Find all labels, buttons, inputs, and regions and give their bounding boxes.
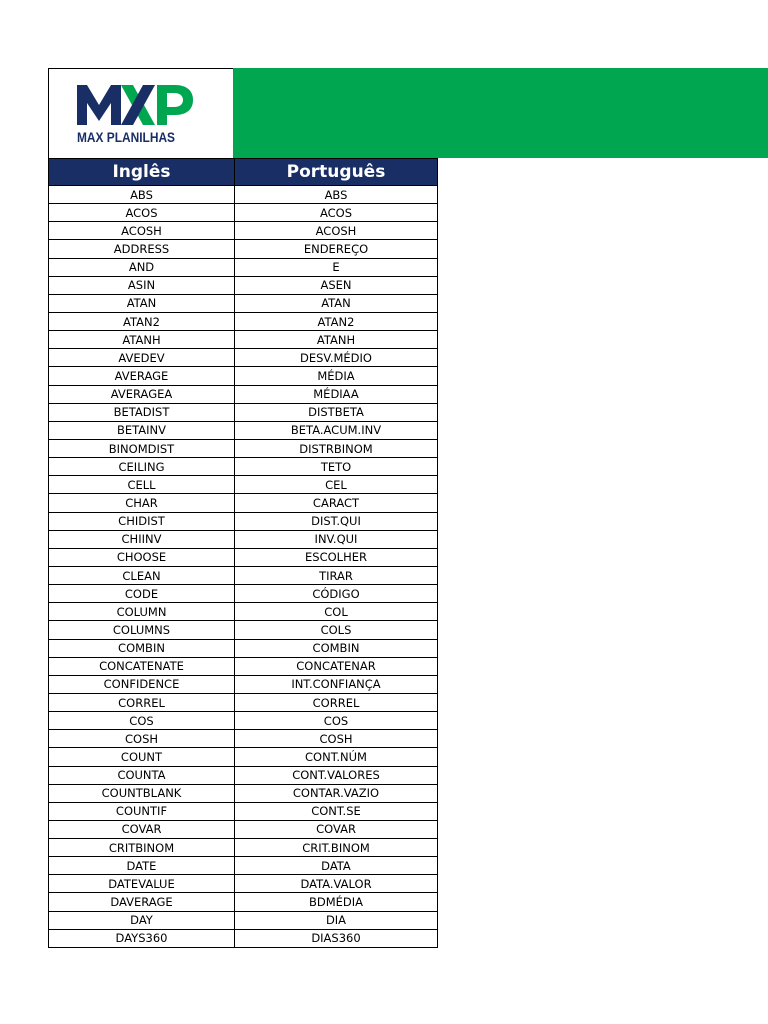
- portuguese-cell: CEL: [235, 476, 438, 494]
- english-cell: BETADIST: [49, 403, 235, 421]
- column-header-portuguese: Português: [235, 159, 438, 186]
- table-row: [49, 730, 438, 748]
- table-row: [49, 530, 438, 548]
- table-row: [49, 621, 438, 639]
- english-cell: COMBIN: [49, 639, 235, 657]
- english-cell: CONCATENATE: [49, 657, 235, 675]
- table-row: [49, 240, 438, 258]
- table-row: [49, 839, 438, 857]
- table-row: [49, 331, 438, 349]
- portuguese-cell: DIST.QUI: [235, 512, 438, 530]
- english-cell: DAY: [49, 911, 235, 929]
- table-row: [49, 603, 438, 621]
- english-cell: AND: [49, 258, 235, 276]
- column-header-english: Inglês: [49, 159, 235, 186]
- english-cell: CHOOSE: [49, 548, 235, 566]
- table-row: [49, 512, 438, 530]
- table-row: [49, 403, 438, 421]
- portuguese-cell: CONT.SE: [235, 802, 438, 820]
- portuguese-cell: TETO: [235, 458, 438, 476]
- english-cell: CEILING: [49, 458, 235, 476]
- table-row: [49, 802, 438, 820]
- english-cell: CLEAN: [49, 566, 235, 584]
- portuguese-cell: E: [235, 258, 438, 276]
- table-row: [49, 657, 438, 675]
- portuguese-cell: TIRAR: [235, 566, 438, 584]
- table-row: [49, 258, 438, 276]
- table-row: [49, 186, 438, 204]
- portuguese-cell: INT.CONFIANÇA: [235, 675, 438, 693]
- table-row: [49, 349, 438, 367]
- portuguese-cell: COL: [235, 603, 438, 621]
- portuguese-cell: INV.QUI: [235, 530, 438, 548]
- table-row: [49, 204, 438, 222]
- portuguese-cell: DIAS360: [235, 929, 438, 947]
- english-cell: COUNTBLANK: [49, 784, 235, 802]
- portuguese-cell: CORREL: [235, 693, 438, 711]
- table-row: [49, 458, 438, 476]
- table-row: [49, 693, 438, 711]
- english-cell: ACOSH: [49, 222, 235, 240]
- table-header-row: [49, 159, 438, 186]
- portuguese-cell: CRIT.BINOM: [235, 839, 438, 857]
- english-cell: COSH: [49, 730, 235, 748]
- english-cell: AVERAGE: [49, 367, 235, 385]
- portuguese-cell: MÉDIA: [235, 367, 438, 385]
- portuguese-cell: MÉDIAA: [235, 385, 438, 403]
- table-row: [49, 222, 438, 240]
- portuguese-cell: ATAN2: [235, 312, 438, 330]
- table-row: [49, 857, 438, 875]
- portuguese-cell: COVAR: [235, 820, 438, 838]
- portuguese-cell: COS: [235, 712, 438, 730]
- table-row: [49, 820, 438, 838]
- table-row: [49, 367, 438, 385]
- table-row: [49, 585, 438, 603]
- logo-letter-p: [157, 85, 193, 125]
- portuguese-cell: ATANH: [235, 331, 438, 349]
- portuguese-cell: BETA.ACUM.INV: [235, 421, 438, 439]
- table-row: [49, 439, 438, 457]
- portuguese-cell: CARACT: [235, 494, 438, 512]
- english-cell: DATEVALUE: [49, 875, 235, 893]
- table-row: [49, 675, 438, 693]
- header-banner: [233, 68, 768, 158]
- english-cell: CHAR: [49, 494, 235, 512]
- english-cell: ATAN2: [49, 312, 235, 330]
- portuguese-cell: ABS: [235, 186, 438, 204]
- portuguese-cell: COSH: [235, 730, 438, 748]
- english-cell: CHIDIST: [49, 512, 235, 530]
- english-cell: CRITBINOM: [49, 839, 235, 857]
- portuguese-cell: DATA.VALOR: [235, 875, 438, 893]
- portuguese-cell: DISTRBINOM: [235, 439, 438, 457]
- table-row: [49, 548, 438, 566]
- portuguese-cell: ASEN: [235, 276, 438, 294]
- english-cell: DAVERAGE: [49, 893, 235, 911]
- english-cell: CODE: [49, 585, 235, 603]
- logo-letter-m: [77, 85, 121, 125]
- portuguese-cell: CONT.NÚM: [235, 748, 438, 766]
- logo-area: [48, 68, 233, 158]
- english-cell: BINOMDIST: [49, 439, 235, 457]
- english-cell: COLUMN: [49, 603, 235, 621]
- english-cell: ACOS: [49, 204, 235, 222]
- portuguese-cell: ESCOLHER: [235, 548, 438, 566]
- english-cell: ASIN: [49, 276, 235, 294]
- table-row: [49, 276, 438, 294]
- table-row: [49, 494, 438, 512]
- english-cell: ABS: [49, 186, 235, 204]
- portuguese-cell: CONCATENAR: [235, 657, 438, 675]
- table-row: [49, 784, 438, 802]
- table-row: [49, 566, 438, 584]
- english-cell: AVERAGEA: [49, 385, 235, 403]
- function-translation-table: [48, 158, 438, 948]
- english-cell: CHIINV: [49, 530, 235, 548]
- english-cell: COUNTIF: [49, 802, 235, 820]
- english-cell: COS: [49, 712, 235, 730]
- table-body: [49, 186, 438, 948]
- english-cell: COUNTA: [49, 766, 235, 784]
- english-cell: ATAN: [49, 294, 235, 312]
- table-row: [49, 712, 438, 730]
- portuguese-cell: DISTBETA: [235, 403, 438, 421]
- portuguese-cell: DATA: [235, 857, 438, 875]
- portuguese-cell: COLS: [235, 621, 438, 639]
- table-row: [49, 929, 438, 947]
- table-row: [49, 476, 438, 494]
- table-row: [49, 421, 438, 439]
- table-row: [49, 766, 438, 784]
- english-cell: ATANH: [49, 331, 235, 349]
- table-row: [49, 639, 438, 657]
- english-cell: CONFIDENCE: [49, 675, 235, 693]
- english-cell: CELL: [49, 476, 235, 494]
- table-row: [49, 893, 438, 911]
- portuguese-cell: CÓDIGO: [235, 585, 438, 603]
- table-row: [49, 385, 438, 403]
- english-cell: COVAR: [49, 820, 235, 838]
- portuguese-cell: ACOS: [235, 204, 438, 222]
- english-cell: CORREL: [49, 693, 235, 711]
- english-cell: BETAINV: [49, 421, 235, 439]
- table-row: [49, 875, 438, 893]
- logo-text: MAX PLANILHAS: [77, 130, 175, 145]
- english-cell: AVEDEV: [49, 349, 235, 367]
- english-cell: COLUMNS: [49, 621, 235, 639]
- table-row: [49, 294, 438, 312]
- portuguese-cell: COMBIN: [235, 639, 438, 657]
- english-cell: DATE: [49, 857, 235, 875]
- english-cell: ADDRESS: [49, 240, 235, 258]
- table-row: [49, 748, 438, 766]
- table-row: [49, 312, 438, 330]
- max-planilhas-logo: [71, 79, 211, 151]
- portuguese-cell: DESV.MÉDIO: [235, 349, 438, 367]
- portuguese-cell: ENDEREÇO: [235, 240, 438, 258]
- english-cell: COUNT: [49, 748, 235, 766]
- portuguese-cell: DIA: [235, 911, 438, 929]
- table-row: [49, 911, 438, 929]
- portuguese-cell: CONT.VALORES: [235, 766, 438, 784]
- english-cell: DAYS360: [49, 929, 235, 947]
- portuguese-cell: ACOSH: [235, 222, 438, 240]
- portuguese-cell: ATAN: [235, 294, 438, 312]
- portuguese-cell: CONTAR.VAZIO: [235, 784, 438, 802]
- portuguese-cell: BDMÉDIA: [235, 893, 438, 911]
